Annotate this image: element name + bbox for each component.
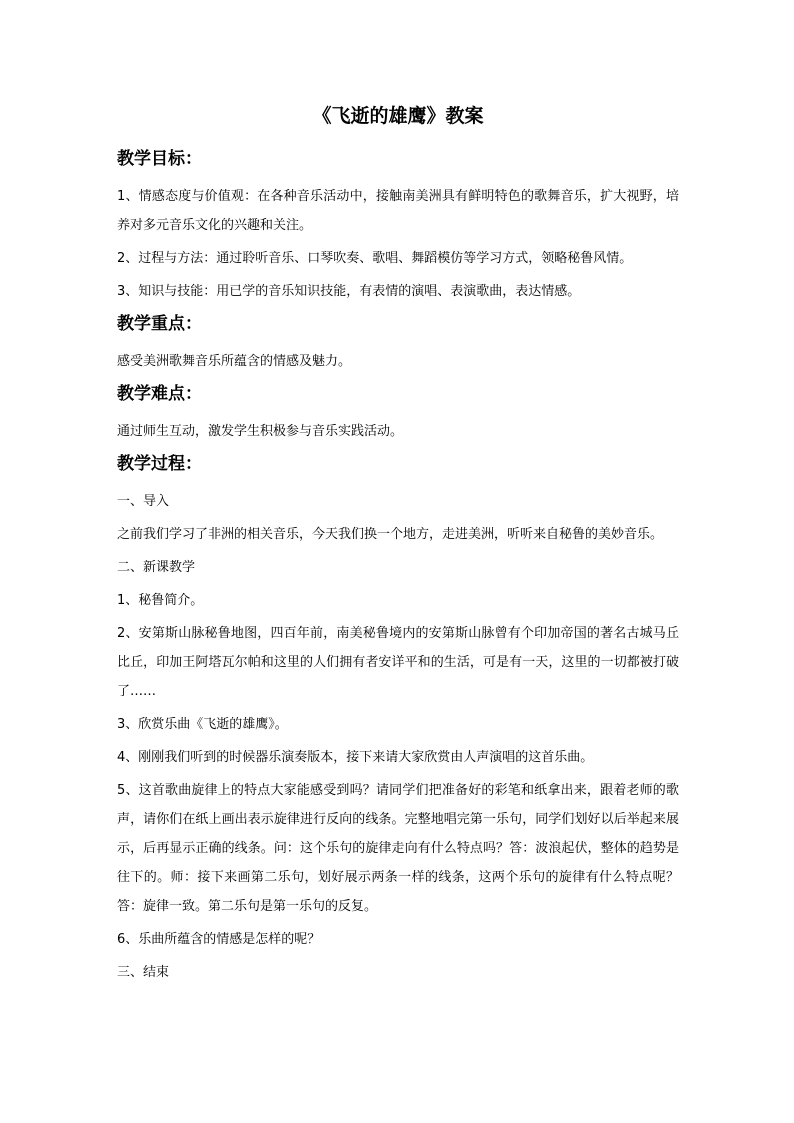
- objective-item-3: 3、知识与技能：用已学的音乐知识技能，有表情的演唱、表演歌曲，表达情感。: [117, 284, 581, 299]
- process-item-3: 二、新课教学: [117, 560, 196, 575]
- document-page: [117, 103, 679, 991]
- process-item-7: 4、刚刚我们听到的时候器乐演奏版本，接下来请大家欣赏由人声演唱的这首乐曲。: [117, 750, 594, 765]
- objective-item-1: 1、情感态度与价值观：在各种音乐活动中，接触南美洲具有鲜明特色的歌舞音乐，扩大视野，培养对多元音乐文化的兴趣和关注。: [117, 189, 679, 233]
- heading-objectives: 教学目标：: [117, 149, 202, 169]
- heading-process: 教学过程：: [117, 454, 202, 474]
- process-item-8: 5、这首歌曲旋律上的特点大家能感受到吗？请同学们把准备好的彩笔和纸拿出来，跟着老师的歌声，请你们在纸上画出表示旋律进行反向的线条。完整地唱完第一乐句，同学们划好以后举起来展示，后再显示正确的线条。问：这个乐句的旋律走向有什么特点吗？答：波浪起伏，整体的趋势是往下的。师：接下来画第二乐句，划好展示两条一样的线条，这两个乐句的旋律有什么特点呢？答：旋律一致。第二乐句是第一乐句的反复。: [117, 783, 679, 914]
- document-title: 《飞逝的雄鹰》教案: [312, 105, 484, 127]
- process-item-9: 6、乐曲所蕴含的情感是怎样的呢？: [117, 932, 321, 947]
- difficulties-text: 通过师生互动，激发学生积极参与音乐实践活动。: [117, 424, 404, 439]
- key-points-text: 感受美洲歌舞音乐所蕴含的情感及魅力。: [117, 354, 352, 369]
- process-item-4: 1、秘鲁简介。: [117, 593, 204, 608]
- objective-item-2: 2、过程与方法：通过聆听音乐、口琴吹奏、歌唱、舞蹈模仿等学习方式，领略秘鲁风情。: [117, 251, 633, 266]
- process-item-6: 3、欣赏乐曲《飞逝的雄鹰》。: [117, 717, 288, 732]
- heading-key-points: 教学重点：: [117, 314, 202, 334]
- process-item-1: 一、导入: [117, 494, 170, 509]
- process-item-10: 三、结束: [117, 965, 170, 980]
- process-item-2: 之前我们学习了非洲的相关音乐，今天我们换一个地方，走进美洲，听听来自秘鲁的美妙音乐。: [117, 527, 664, 542]
- heading-difficulties: 教学难点：: [117, 384, 202, 404]
- process-item-5: 2、安第斯山脉秘鲁地图，四百年前，南美秘鲁境内的安第斯山脉曾有个印加帝国的著名古城马丘比丘，印加王阿塔瓦尔帕和这里的人们拥有者安详平和的生活，可是有一天，这里的一切都被打破了……: [117, 626, 679, 699]
